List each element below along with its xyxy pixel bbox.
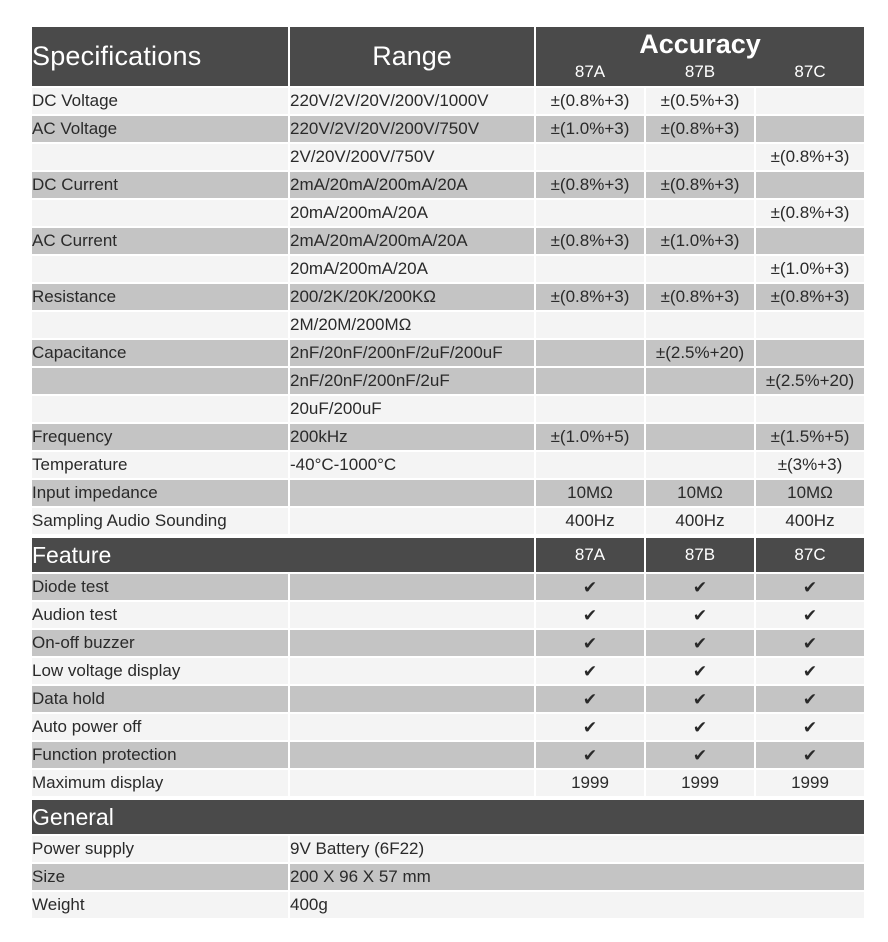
cell-accuracy-b: ±(0.5%+3) (646, 88, 754, 114)
header-accuracy-group (536, 27, 864, 86)
cell-accuracy-a: ±(0.8%+3) (536, 172, 644, 198)
cell-accuracy-c: ±(1.0%+3) (756, 256, 864, 282)
cell-specification (32, 396, 288, 422)
cell-accuracy-c (756, 88, 864, 114)
cell-range: 20mA/200mA/20A (290, 256, 534, 282)
table-row (32, 836, 864, 862)
cell-accuracy-c (756, 172, 864, 198)
cell-specification: Audion test (32, 602, 288, 628)
cell-accuracy-c (756, 396, 864, 422)
table-row (32, 892, 864, 918)
table-row (32, 256, 864, 282)
cell-specification: Capacitance (32, 340, 288, 366)
cell-range (290, 574, 534, 600)
cell-accuracy-c: ✔ (756, 742, 864, 768)
cell-specification: Power supply (32, 836, 288, 862)
table-row (32, 714, 864, 740)
cell-accuracy-a: ±(1.0%+3) (536, 116, 644, 142)
feature-model-87a: 87A (536, 538, 644, 572)
cell-accuracy-b: ✔ (646, 574, 754, 600)
cell-accuracy-c: 1999 (756, 770, 864, 796)
cell-range: 2nF/20nF/200nF/2uF/200uF (290, 340, 534, 366)
cell-accuracy-b: 400Hz (646, 508, 754, 534)
cell-accuracy-b: ✔ (646, 714, 754, 740)
cell-value: 9V Battery (6F22) (290, 836, 864, 862)
general-header-row (32, 800, 864, 834)
table-row (32, 630, 864, 656)
cell-accuracy-b: 10MΩ (646, 480, 754, 506)
table-row (32, 480, 864, 506)
cell-accuracy-a: ✔ (536, 658, 644, 684)
cell-accuracy-b (646, 368, 754, 394)
cell-range (290, 686, 534, 712)
cell-range (290, 480, 534, 506)
cell-range: 2V/20V/200V/750V (290, 144, 534, 170)
feature-header-row (32, 538, 864, 572)
cell-range: 200/2K/20K/200KΩ (290, 284, 534, 310)
cell-accuracy-b (646, 312, 754, 338)
cell-range (290, 742, 534, 768)
cell-accuracy-b (646, 144, 754, 170)
cell-accuracy-b: ✔ (646, 602, 754, 628)
cell-value: 400g (290, 892, 864, 918)
cell-accuracy-a (536, 312, 644, 338)
table-row (32, 228, 864, 254)
cell-specification: Weight (32, 892, 288, 918)
cell-specification: Data hold (32, 686, 288, 712)
table-row (32, 368, 864, 394)
header-model-87a: 87A (574, 62, 606, 81)
cell-accuracy-b: ✔ (646, 658, 754, 684)
cell-range: 2mA/20mA/200mA/20A (290, 228, 534, 254)
cell-specification: Function protection (32, 742, 288, 768)
table-row (32, 686, 864, 712)
cell-accuracy-a (536, 396, 644, 422)
cell-accuracy-a: ±(0.8%+3) (536, 228, 644, 254)
cell-range: 2M/20M/200MΩ (290, 312, 534, 338)
cell-accuracy-c: 10MΩ (756, 480, 864, 506)
cell-accuracy-c: ✔ (756, 602, 864, 628)
cell-range: 200kHz (290, 424, 534, 450)
cell-specification: AC Current (32, 228, 288, 254)
general-table (30, 798, 866, 920)
cell-accuracy-a: ±(1.0%+5) (536, 424, 644, 450)
cell-range: 220V/2V/20V/200V/1000V (290, 88, 534, 114)
cell-accuracy-b: ✔ (646, 742, 754, 768)
table-row (32, 574, 864, 600)
cell-accuracy-b: ✔ (646, 630, 754, 656)
cell-accuracy-a (536, 200, 644, 226)
cell-specification: Temperature (32, 452, 288, 478)
header-specifications: Specifications (32, 27, 288, 86)
cell-accuracy-c: ✔ (756, 574, 864, 600)
table-row (32, 770, 864, 796)
cell-range (290, 602, 534, 628)
cell-accuracy-b (646, 200, 754, 226)
table-row (32, 312, 864, 338)
table-row (32, 284, 864, 310)
cell-accuracy-c: ±(0.8%+3) (756, 144, 864, 170)
cell-accuracy-c: ✔ (756, 686, 864, 712)
cell-accuracy-a: 1999 (536, 770, 644, 796)
cell-specification (32, 144, 288, 170)
cell-specification: On-off buzzer (32, 630, 288, 656)
accuracy-header-wrap (536, 27, 864, 86)
table-row (32, 864, 864, 890)
cell-accuracy-a: ✔ (536, 574, 644, 600)
cell-accuracy-a (536, 340, 644, 366)
table-row (32, 88, 864, 114)
cell-specification: Sampling Audio Sounding (32, 508, 288, 534)
cell-accuracy-b (646, 396, 754, 422)
table-row (32, 424, 864, 450)
cell-accuracy-c (756, 312, 864, 338)
cell-accuracy-c: ✔ (756, 658, 864, 684)
cell-accuracy-a: ✔ (536, 742, 644, 768)
cell-accuracy-b (646, 256, 754, 282)
table-row (32, 508, 864, 534)
cell-specification: Frequency (32, 424, 288, 450)
cell-specification: Size (32, 864, 288, 890)
cell-specification: AC Voltage (32, 116, 288, 142)
header-model-87b: 87B (684, 62, 716, 81)
cell-accuracy-a: 10MΩ (536, 480, 644, 506)
header-accuracy-title: Accuracy (639, 29, 761, 59)
cell-range: 20uF/200uF (290, 396, 534, 422)
cell-accuracy-b: ±(0.8%+3) (646, 172, 754, 198)
cell-specification (32, 256, 288, 282)
table-header-row (32, 27, 864, 86)
header-range: Range (290, 27, 534, 86)
cell-range (290, 658, 534, 684)
cell-range (290, 714, 534, 740)
cell-accuracy-a (536, 256, 644, 282)
cell-accuracy-a: 400Hz (536, 508, 644, 534)
cell-specification: Auto power off (32, 714, 288, 740)
cell-accuracy-a: ✔ (536, 714, 644, 740)
cell-accuracy-b: ±(0.8%+3) (646, 284, 754, 310)
cell-accuracy-b (646, 452, 754, 478)
table-row (32, 602, 864, 628)
cell-specification (32, 312, 288, 338)
cell-accuracy-c: ±(0.8%+3) (756, 284, 864, 310)
header-model-87c: 87C (794, 62, 826, 81)
feature-model-87b: 87B (646, 538, 754, 572)
cell-specification: Resistance (32, 284, 288, 310)
cell-specification: DC Voltage (32, 88, 288, 114)
cell-accuracy-c: ✔ (756, 630, 864, 656)
table-row (32, 144, 864, 170)
cell-accuracy-c (756, 116, 864, 142)
cell-accuracy-c: ±(1.5%+5) (756, 424, 864, 450)
specifications-table (30, 25, 866, 536)
cell-range: 2mA/20mA/200mA/20A (290, 172, 534, 198)
feature-model-87c: 87C (756, 538, 864, 572)
cell-accuracy-b: ±(0.8%+3) (646, 116, 754, 142)
cell-accuracy-b: ✔ (646, 686, 754, 712)
table-row (32, 172, 864, 198)
feature-title: Feature (32, 538, 534, 572)
cell-specification: Maximum display (32, 770, 288, 796)
cell-accuracy-c: ±(2.5%+20) (756, 368, 864, 394)
cell-range: -40°C-1000°C (290, 452, 534, 478)
cell-range: 2nF/20nF/200nF/2uF (290, 368, 534, 394)
cell-range: 20mA/200mA/20A (290, 200, 534, 226)
table-row (32, 200, 864, 226)
cell-accuracy-c (756, 228, 864, 254)
general-title: General (32, 800, 864, 834)
table-row (32, 742, 864, 768)
cell-value: 200 X 96 X 57 mm (290, 864, 864, 890)
table-row (32, 452, 864, 478)
cell-accuracy-a: ✔ (536, 686, 644, 712)
cell-range (290, 770, 534, 796)
cell-range (290, 508, 534, 534)
cell-accuracy-a: ✔ (536, 630, 644, 656)
table-row (32, 658, 864, 684)
cell-accuracy-a (536, 368, 644, 394)
cell-accuracy-b: ±(2.5%+20) (646, 340, 754, 366)
cell-accuracy-c: ✔ (756, 714, 864, 740)
table-row (32, 116, 864, 142)
cell-specification (32, 200, 288, 226)
cell-accuracy-a: ±(0.8%+3) (536, 284, 644, 310)
cell-specification (32, 368, 288, 394)
cell-accuracy-b: ±(1.0%+3) (646, 228, 754, 254)
cell-accuracy-a (536, 144, 644, 170)
cell-accuracy-c: ±(3%+3) (756, 452, 864, 478)
feature-table (30, 536, 866, 798)
cell-accuracy-a: ±(0.8%+3) (536, 88, 644, 114)
cell-accuracy-c (756, 340, 864, 366)
cell-range (290, 630, 534, 656)
cell-accuracy-b (646, 424, 754, 450)
cell-accuracy-c: 400Hz (756, 508, 864, 534)
cell-accuracy-c: ±(0.8%+3) (756, 200, 864, 226)
table-row (32, 340, 864, 366)
cell-specification: Input impedance (32, 480, 288, 506)
table-row (32, 396, 864, 422)
cell-range: 220V/2V/20V/200V/750V (290, 116, 534, 142)
cell-accuracy-a (536, 452, 644, 478)
cell-specification: Diode test (32, 574, 288, 600)
cell-specification: DC Current (32, 172, 288, 198)
cell-accuracy-b: 1999 (646, 770, 754, 796)
cell-accuracy-a: ✔ (536, 602, 644, 628)
cell-specification: Low voltage display (32, 658, 288, 684)
